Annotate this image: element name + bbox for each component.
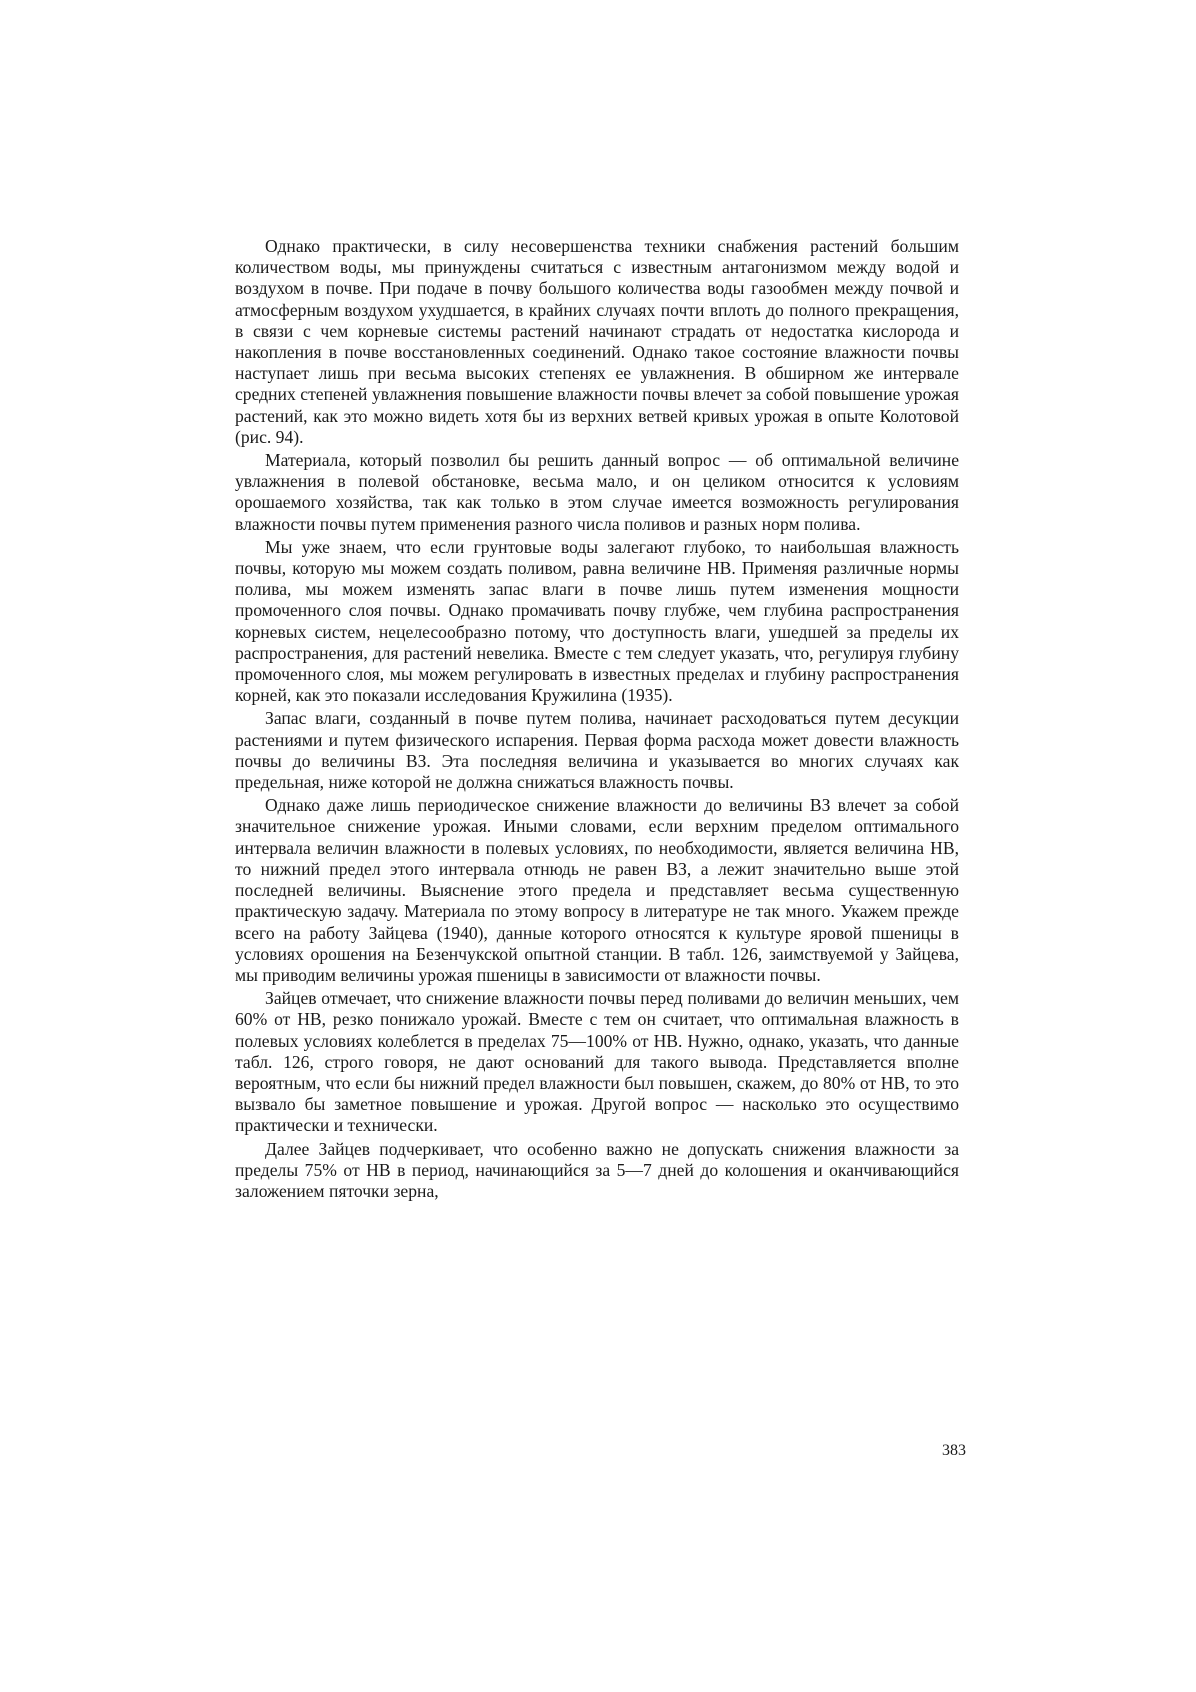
paragraph-2: Материала, который позволил бы решить данный вопрос — об оптимальной величине увлажнения в полевой обстановке, весьма мало, и он целиком относится к условиям орошаемого хозяйства, так как только в этом случае имеется возможность регулирования влажности почвы путем применения разного числа поливов и разных норм полива. (235, 450, 959, 534)
paragraph-1: Однако практически, в силу несовершенства техники снабжения растений большим количеством воды, мы принуждены считаться с известным антагонизмом между водой и воздухом в почве. При подаче в почву большого количества воды газообмен между почвой и атмосферным воздухом ухудшается, в крайних случаях почти вплоть до полного прекращения, в связи с чем корневые системы растений начинают страдать от недостатка кислорода и накопления в почве восстановленных соединений. Однако такое состояние влажности почвы наступает лишь при весьма высоких степенях ее увлажнения. В обширном же интервале средних степеней увлажнения повышение влажности почвы влечет за собой повышение урожая растений, как это можно видеть хотя бы из верхних ветвей кривых урожая в опыте Колотовой (рис. 94). (235, 236, 959, 447)
paragraph-5: Однако даже лишь периодическое снижение влажности до величины ВЗ влечет за собой значительное снижение урожая. Иными словами, если верхним пределом оптимального интервала величин влажности в полевых условиях, по необходимости, является величина НВ, то нижний предел этого интервала отнюдь не равен ВЗ, а лежит значительно выше этой последней величины. Выяснение этого предела и представляет весьма существенную практическую задачу. Материала по этому вопросу в литературе не так много. Укажем прежде всего на работу Зайцева (1940), данные которого относятся к культуре яровой пшеницы в условиях орошения на Безенчукской опытной станции. В табл. 126, заимствуемой у Зайцева, мы приводим величины урожая пшеницы в зависимости от влажности почвы. (235, 795, 959, 985)
paragraph-4: Запас влаги, созданный в почве путем полива, начинает расходоваться путем десукции растениями и путем физического испарения. Первая форма расхода может довести влажность почвы до величины ВЗ. Эта последняя величина и указывается во многих случаях как предельная, ниже которой не должна снижаться влажность почвы. (235, 708, 959, 793)
paragraph-3: Мы уже знаем, что если грунтовые воды залегают глубоко, то наибольшая влажность почвы, которую мы можем создать поливом, равна величине НВ. Применяя различные нормы полива, мы можем изменять запас влаги в почве лишь путем изменения мощности промоченного слоя почвы. Однако промачивать почву глубже, чем глубина распространения корневых систем, нецелесообразно потому, что доступность влаги, ушедшей за пределы их распространения, для растений невелика. Вместе с тем следует указать, что, регулируя глубину промоченного слоя, мы можем регулировать в известных пределах и глубину распространения корней, как это показали исследования Кружилина (1935). (235, 536, 959, 706)
paragraph-7: Далее Зайцев подчеркивает, что особенно важно не допускать снижения влажности за пределы 75% от НВ в период, начинающийся за 5—7 дней до колошения и оканчивающийся заложением пяточки зерна, (235, 1138, 959, 1201)
page-number: 383 (942, 1442, 966, 1459)
paragraph-6: Зайцев отмечает, что снижение влажности почвы перед поливами до величин меньших, чем 60% от НВ, резко понижало урожай. Вместе с тем он считает, что оптимальная влажность в полевых условиях колеблется в пределах 75—100% от НВ. Нужно, однако, указать, что данные табл. 126, строго говоря, не дают оснований для такого вывода. Представляется вполне вероятным, что если бы нижний предел влажности был повышен, скажем, до 80% от НВ, то это вызвало бы заметное повышение и урожая. Другой вопрос — насколько это осуществимо практически и технически. (235, 988, 959, 1136)
page-body (235, 236, 959, 1204)
